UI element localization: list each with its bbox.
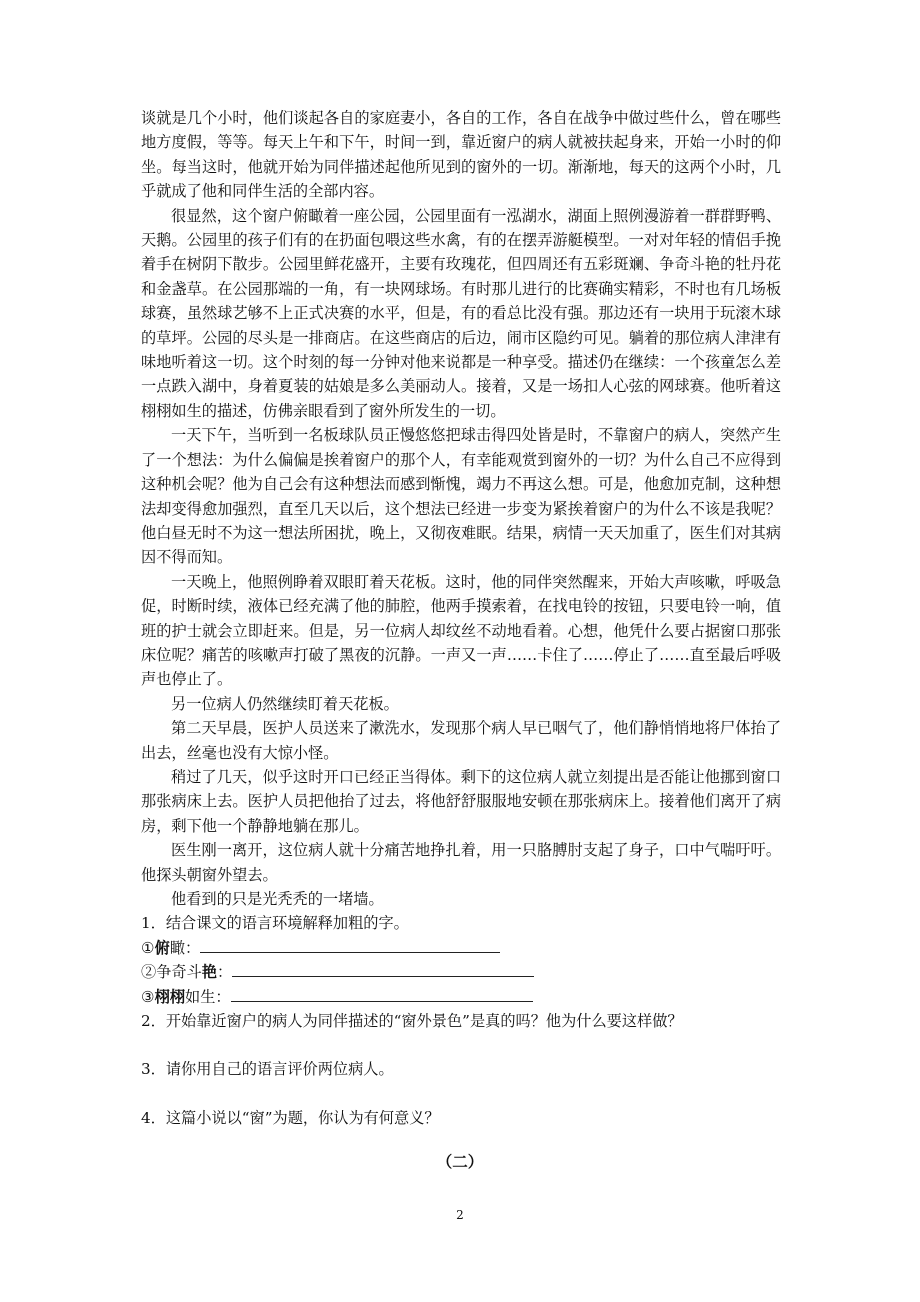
question-3: 3．请你用自己的语言评价两位病人。 [141,1060,394,1079]
question-1-item-a [141,936,781,960]
section-title: （二） [436,1152,484,1171]
paragraph-6: 第二天早晨，医护人员送来了漱洗水，发现那个病人早已咽气了，他们静悄悄地将尸体抬了出去，丝毫也没有大惊小怪。 [141,719,781,762]
question-1: 1．结合课文的语言环境解释加粗的字。 [141,914,409,933]
item-a-rest: 瞰： [169,938,201,957]
question-1-item-c [141,985,781,1009]
item-c-bold-chars: 栩栩 [154,987,185,1006]
question-1-item-b [141,960,781,984]
item-a-prefix: ① [141,938,155,957]
item-b-rest: ： [216,963,233,982]
item-b-prefix: ②争奇斗 [141,963,202,982]
answer-blank-b[interactable] [232,961,534,977]
paragraph-2: 很显然，这个窗户俯瞰着一座公园，公园里面有一泓湖水，湖面上照例漫游着一群群野鸭、天鹅。公园里的孩子们有的在扔面包喂这些水禽，有的在摆弄游艇模型。一对对年轻的情侣手挽着手在树阴下散步。公园里鲜花盛开，主要有玫瑰花，但四周还有五彩斑斓、争奇斗艳的牡丹花和金盏草。在公园那端的一角，有一块网球场。有时那儿进行的比赛确实精彩，不时也有几场板球赛，虽然球艺够不上正式决赛的水平，但是，有的看总比没有强。那边还有一块用于玩滚木球的草坪。公园的尽头是一排商店。在这些商店的后边，闹市区隐约可见。躺着的那位病人津津有味地听着这一切。这个时刻的每一分钟对他来说都是一种享受。描述仍在继续：一个孩童怎么差一点跌入湖中，身着夏装的姑娘是多么美丽动人。接着，又是一场扣人心弦的网球赛。他听着这栩栩如生的描述，仿佛亲眼看到了窗外所发生的一切。 [141,206,781,420]
item-c-prefix: ③ [141,987,155,1006]
answer-blank-c[interactable] [231,986,533,1002]
page-number: 2 [456,1208,464,1222]
answer-blank-a[interactable] [200,937,500,953]
paragraph-8: 医生刚一离开，这位病人就十分痛苦地挣扎着，用一只胳膊肘支起了身子，口中气喘吁吁。他探头朝窗外望去。 [141,841,781,884]
answer-space-2[interactable] [141,1033,781,1057]
question-4: 4．这篇小说以“窗”为题，你认为有何意义？ [141,1108,440,1127]
paragraph-5: 另一位病人仍然继续盯着天花板。 [171,694,399,713]
item-c-rest: 如生： [185,987,231,1006]
question-2: 2．开始靠近窗户的病人为同伴描述的“窗外景色”是真的吗？他为什么要这样做？ [141,1012,683,1031]
questions-section [141,911,781,1130]
paragraph-4: 一天晚上，他照例睁着双眼盯着天花板。这时，他的同伴突然醒来，开始大声咳嗽，呼吸急促，时断时续，液体已经充满了他的肺腔，他两手摸索着，在找电铃的按钮，只要电铃一响，值班的护士就会立即赶来。但是，另一位病人却纹丝不动地看着。心想，他凭什么要占据窗口那张床位呢？痛苦的咳嗽声打破了黑夜的沉静。一声又一声……卡住了……停止了……直至最后呼吸声也停止了。 [141,572,781,689]
paragraph-9: 他看到的只是光秃秃的一堵墙。 [171,890,384,908]
answer-space-3[interactable] [141,1082,781,1106]
item-a-bold-char: 俯 [154,938,170,957]
paragraph-1: 谈就是几个小时，他们谈起各自的家庭妻小，各自的工作，各自在战争中做过些什么，曾在哪些地方度假，等等。每天上午和下午，时间一到，靠近窗户的病人就被扶起身来，开始一小时的仰坐。每当这时，他就开始为同伴描述起他所见到的窗外的一切。渐渐地，每天的这两个小时，几乎就成了他和同伴生活的全部内容。 [141,109,781,201]
paragraph-7: 稍过了几天，似乎这时开口已经正当得体。剩下的这位病人就立刻提出是否能让他挪到窗口那张病床上去。医护人员把他抬了过去，将他舒舒服服地安顿在那张病床上。接着他们离开了病房，剩下他一个静静地躺在那儿。 [141,767,781,835]
item-b-bold-char: 艳 [201,963,217,982]
paragraph-3: 一天下午，当听到一名板球队员正慢悠悠把球击得四处皆是时，不靠窗户的病人，突然产生了一个想法：为什么偏偏是挨着窗户的那个人，有幸能观赏到窗外的一切？为什么自己不应得到这种机会呢？他为自己会有这种想法而感到惭愧，竭力不再这么想。可是，他愈加克制，这种想法却变得愈加强烈，直至几天以后，这个想法已经进一步变为紧挨着窗户的为什么不该是我呢？他白昼无时不为这一想法所困扰，晚上，又彻夜难眠。结果，病情一天天加重了，医生们对其病因不得而知。 [141,426,781,567]
story-text [141,106,781,1130]
